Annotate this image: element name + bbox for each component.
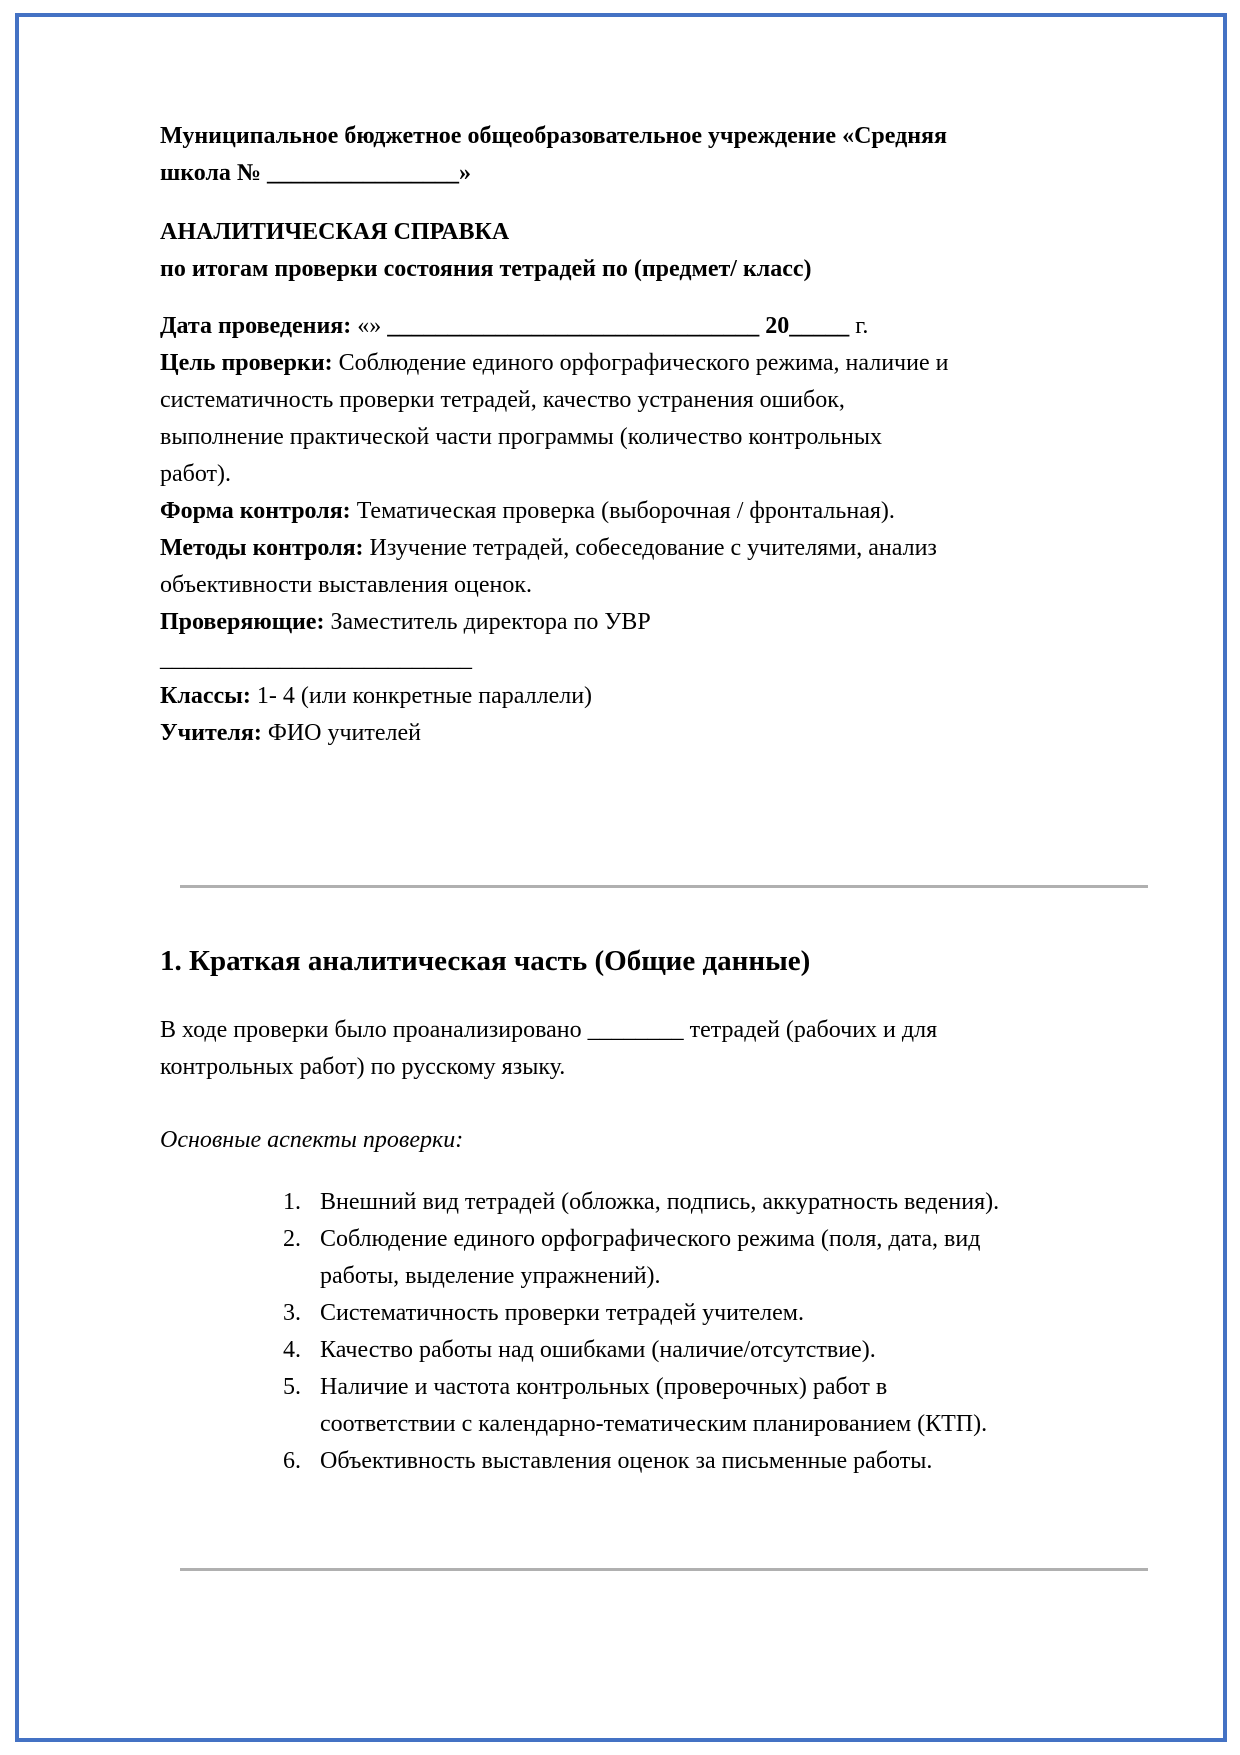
classes-line [160,678,1128,715]
list-item-text-wrap: работы, выделение упражнений). [320,1263,661,1289]
document-content [160,118,1128,1571]
intro-line-2: контрольных работ) по русскому языку. [160,1054,566,1080]
form-line [160,493,1128,530]
document-subtitle: по итогам проверки состояния тетрадей по (предмет/ класс) [160,256,812,282]
list-item [283,1443,1128,1480]
form-label: Форма контроля: [160,498,351,524]
list-item-text: Наличие и частота контрольных (проверочных) работ в [320,1374,888,1400]
list-item [283,1184,1128,1221]
list-item-text: Соблюдение единого орфографического режима (поля, дата, вид [320,1226,981,1252]
org-name-paragraph [160,118,1128,192]
document-title-block [160,214,1128,288]
list-item [283,1221,1128,1295]
aspects-label: Основные аспекты проверки: [160,1127,464,1153]
teachers-label: Учителя: [160,720,262,746]
list-item-number: 2. [283,1226,301,1252]
signature-blank-row: __________________________ [160,646,472,672]
list-item-text: Объективность выставления оценок за письменные работы. [320,1448,933,1474]
document-title: АНАЛИТИЧЕСКАЯ СПРАВКА [160,219,510,245]
date-line [160,308,1128,345]
meta-section [160,308,1128,752]
section-divider-bottom [180,1568,1148,1571]
goal-label: Цель проверки: [160,350,333,376]
inspectors-text: Заместитель директора по УВР [330,609,651,635]
goal-text-1: Соблюдение единого орфографического режима, наличие и [338,350,949,376]
org-name-line-1: Муниципальное бюджетное общеобразовательное учреждение «Средняя [160,123,948,149]
section-1-heading: 1. Краткая аналитическая часть (Общие данные) [160,945,811,977]
aspects-list [283,1184,1128,1480]
date-year-blank: 20_____ [765,313,850,339]
list-item-number: 5. [283,1374,301,1400]
list-item-number: 4. [283,1337,301,1363]
classes-label: Классы: [160,683,251,709]
list-item-number: 3. [283,1300,301,1326]
methods-line-1 [160,530,1128,567]
list-item-text: Систематичность проверки тетрадей учителем. [320,1300,804,1326]
classes-text: 1- 4 (или конкретные параллели) [256,683,593,709]
teachers-text: ФИО учителей [267,720,422,746]
teachers-line [160,715,1128,752]
goal-line-2: систематичность проверки тетрадей, качество устранения ошибок, [160,387,845,413]
goal-line-3: выполнение практической части программы (количество контрольных [160,424,882,450]
list-item-number: 6. [283,1448,301,1474]
methods-label: Методы контроля: [160,535,364,561]
list-item-text-wrap: соответствии с календарно-тематическим планированием (КТП). [320,1411,988,1437]
date-label: Дата проведения: [160,313,352,339]
inspectors-label: Проверяющие: [160,609,325,635]
list-item-number: 1. [283,1189,301,1215]
methods-text-1: Изучение тетрадей, собеседование с учителями, анализ [369,535,937,561]
intro-line-1: В ходе проверки было проанализировано ________ тетрадей (рабочих и для [160,1017,938,1043]
goal-line-1 [160,345,1128,382]
date-suffix: г. [855,313,869,339]
list-item [283,1369,1128,1443]
section-1-intro [160,1012,1128,1086]
date-blank: _______________________________ [387,313,760,339]
methods-line-2: объективности выставления оценок. [160,572,533,598]
list-item [283,1332,1128,1369]
goal-line-4: работ). [160,461,232,487]
form-text: Тематическая проверка (выборочная / фронтальная). [356,498,895,524]
org-name-line-2: школа № ________________» [160,160,472,186]
list-item-text: Внешний вид тетрадей (обложка, подпись, аккуратность ведения). [320,1189,1000,1215]
section-divider-top [180,885,1148,888]
inspectors-line [160,604,1128,641]
list-item-text: Качество работы над ошибками (наличие/отсутствие). [320,1337,876,1363]
list-item [283,1295,1128,1332]
date-quotes: «» [357,313,382,339]
